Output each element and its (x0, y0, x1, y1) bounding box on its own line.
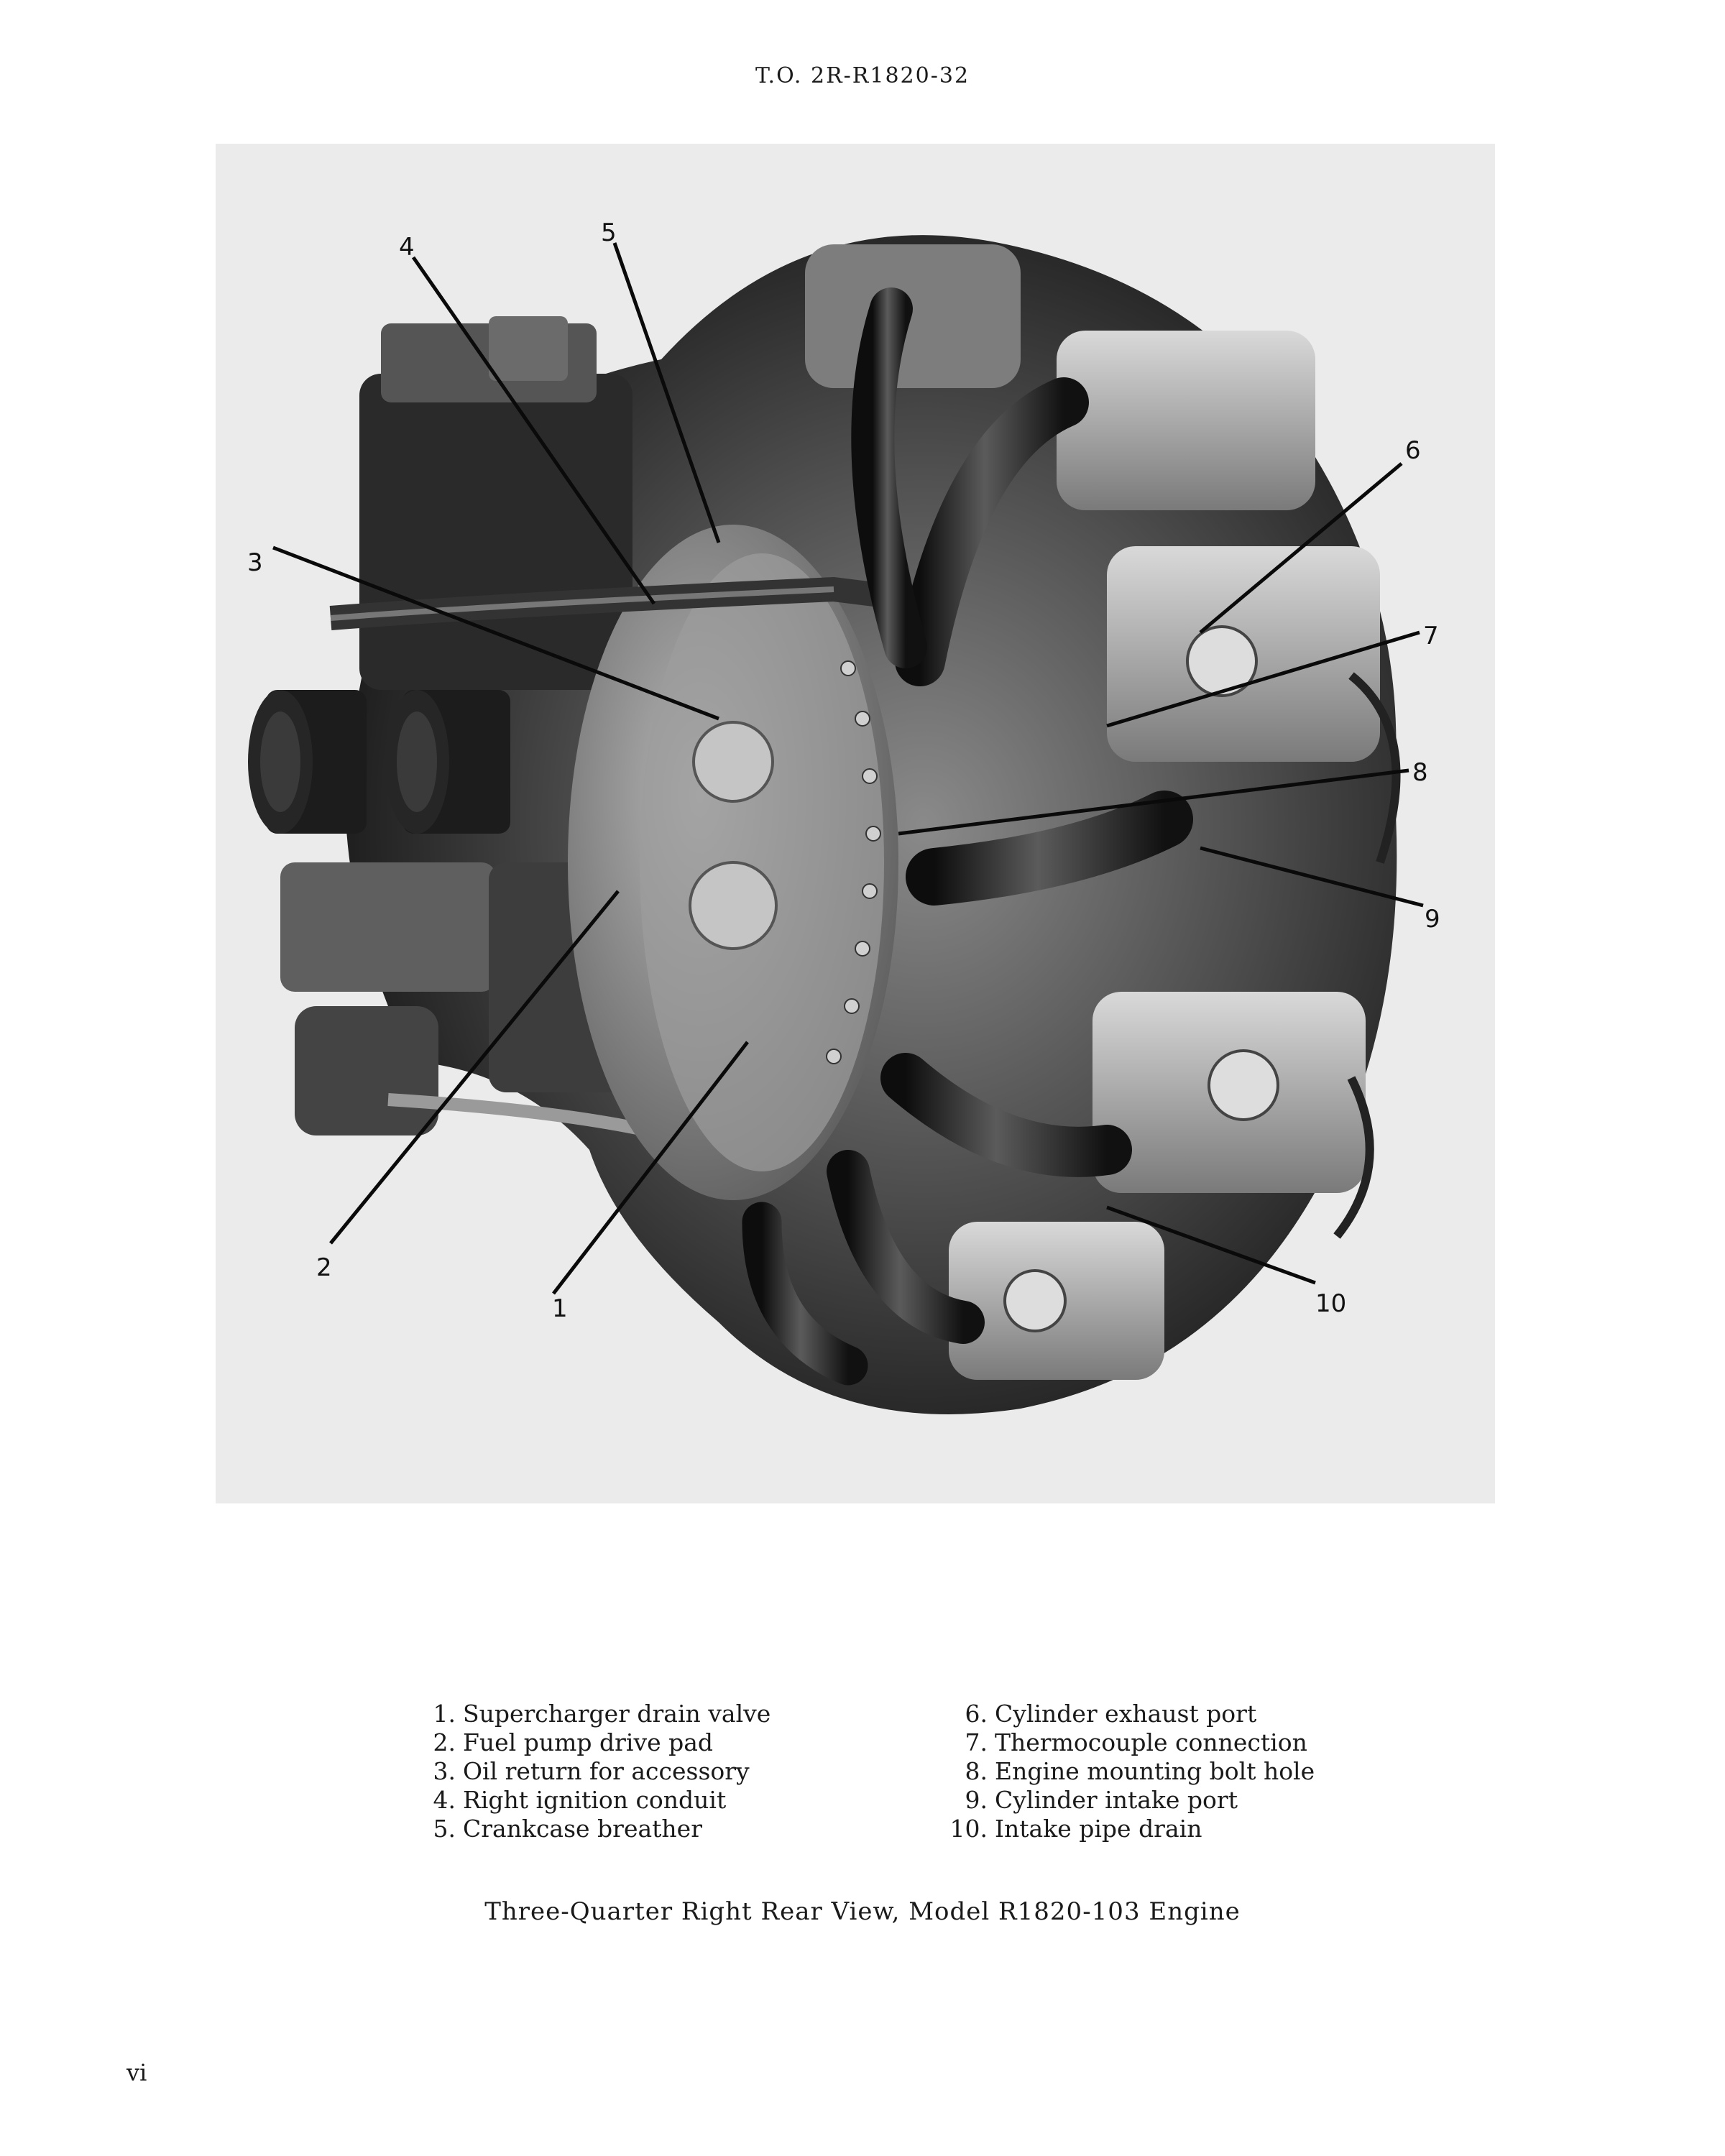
engine-photograph (216, 144, 1495, 1503)
legend-item: 8. Engine mounting bolt hole (965, 1757, 1315, 1785)
legend-column-right (934, 1700, 1315, 1843)
legend-item: 1. Supercharger drain valve (433, 1700, 771, 1728)
legend-item: 9. Cylinder intake port (965, 1786, 1238, 1814)
callout-4: 4 (399, 233, 415, 262)
callout-5: 5 (601, 218, 617, 247)
engine-illustration (216, 144, 1495, 1503)
legend-item: 2. Fuel pump drive pad (433, 1728, 714, 1756)
legend-item: 10. Intake pipe drain (949, 1815, 1202, 1843)
callout-3: 3 (247, 548, 263, 577)
legend-item: 5. Crankcase breather (433, 1815, 702, 1843)
legend-item: 4. Right ignition conduit (433, 1786, 727, 1814)
legend-item: 7. Thermocouple connection (965, 1728, 1307, 1756)
callout-1: 1 (552, 1294, 568, 1323)
callout-2: 2 (316, 1253, 332, 1282)
page-number: vi (126, 2059, 147, 2086)
callout-9: 9 (1425, 905, 1440, 934)
legend-column-left (402, 1700, 934, 1843)
callout-6: 6 (1405, 436, 1421, 465)
legend-item: 3. Oil return for accessory (433, 1757, 750, 1785)
document-header: T.O. 2R-R1820-32 (755, 63, 970, 88)
figure-legend (402, 1700, 1337, 1843)
callout-8: 8 (1412, 758, 1428, 787)
legend-item: 6. Cylinder exhaust port (965, 1700, 1257, 1728)
callout-10: 10 (1315, 1289, 1347, 1318)
callout-7: 7 (1423, 622, 1439, 650)
figure-caption: Three-Quarter Right Rear View, Model R1820-103 Engine (484, 1897, 1241, 1926)
